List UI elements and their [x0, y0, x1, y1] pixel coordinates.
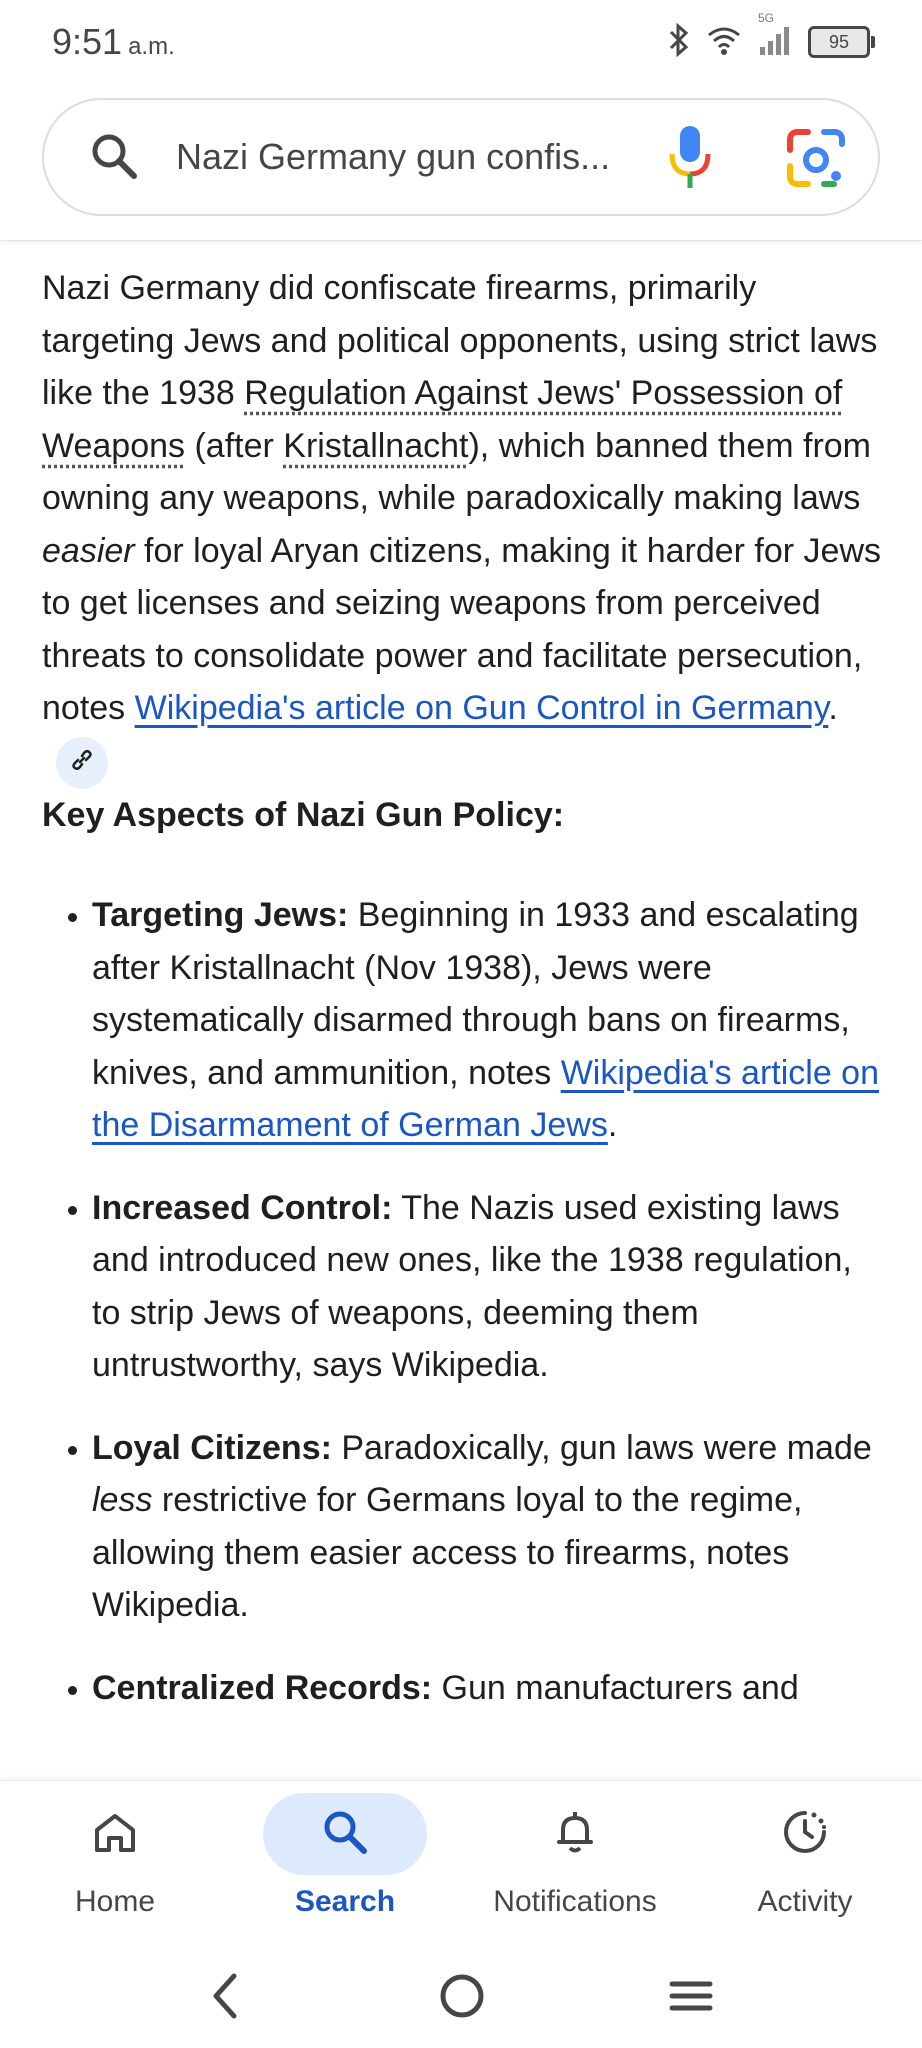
nav-notifications[interactable] — [460, 1793, 690, 1919]
link-icon — [69, 736, 95, 789]
nav-label: Activity — [757, 1885, 853, 1918]
bottom-navigation — [0, 1780, 922, 1951]
list-item — [92, 1182, 888, 1392]
ai-answer-content — [42, 262, 888, 1744]
google-lens-icon[interactable] — [784, 126, 848, 195]
status-time — [52, 21, 175, 63]
bullet-emphasis: less — [92, 1481, 153, 1520]
bullet-text: The Nazis used existing laws and introduced new ones, like the 1938 regulation, to strip Jews of weapons, deeming them untrustworthy, says Wikipedia. — [92, 1188, 852, 1385]
bullet-title: Centralized Records: — [92, 1668, 433, 1707]
back-icon[interactable] — [206, 1970, 246, 2027]
section-heading: Key Aspects of Nazi Gun Policy: — [42, 795, 565, 834]
list-item — [92, 1422, 888, 1632]
nav-activity-pill[interactable] — [723, 1793, 887, 1875]
bullet-text: Gun manufacturers and — [432, 1668, 799, 1707]
search-header — [0, 84, 922, 241]
bullet-title: Increased Control: — [92, 1188, 393, 1227]
activity-icon — [780, 1807, 830, 1862]
search-icon[interactable] — [88, 130, 142, 189]
nav-notifications-pill[interactable] — [493, 1793, 657, 1875]
answer-text: (after — [185, 426, 284, 465]
system-navigation-bar — [0, 1950, 922, 2048]
bullet-title: Loyal Citizens: — [92, 1428, 332, 1467]
citation-link-button[interactable] — [56, 737, 108, 789]
bullet-text: restrictive for Germans loyal to the regime, allowing them easier access to firearms, notes Wikipedia. — [92, 1481, 803, 1625]
bell-icon — [551, 1808, 599, 1861]
nav-label: Notifications — [493, 1885, 657, 1918]
bullet-title: Targeting Jews: — [92, 896, 349, 935]
source-link-disarmament[interactable]: Wikipedia's article on the Disarmament of German Jews — [92, 1053, 879, 1145]
nav-activity[interactable] — [690, 1793, 920, 1919]
clock: 9:51 — [52, 21, 123, 62]
nav-label: Search — [294, 1885, 396, 1918]
search-icon — [320, 1807, 370, 1862]
home-icon — [91, 1808, 139, 1861]
nav-home[interactable] — [0, 1793, 230, 1919]
status-bar — [0, 0, 922, 84]
bluetooth-icon — [668, 23, 690, 62]
nav-label: Home — [74, 1885, 156, 1918]
bullet-text: . — [607, 1106, 618, 1145]
status-icons — [668, 10, 870, 62]
cellular-signal-icon — [758, 10, 792, 60]
nav-search[interactable] — [230, 1793, 460, 1919]
regulation-term[interactable]: Regulation Against Jews' Possession of Weapons — [42, 374, 843, 465]
battery-level: 95 — [828, 31, 850, 52]
list-item — [92, 889, 888, 1152]
bullet-text: Beginning in 1933 and escalating after Kristallnacht (Nov 1938), Jews were systematically disarmed through bans on firearms, knives, and ammunition, notes — [92, 896, 859, 1092]
search-bar[interactable] — [42, 98, 880, 216]
microphone-icon[interactable] — [664, 120, 716, 205]
nav-home-pill[interactable] — [33, 1793, 197, 1875]
search-query[interactable]: Nazi Germany gun confis... — [176, 136, 611, 177]
list-item — [92, 1662, 888, 1715]
answer-emphasis: easier — [42, 531, 135, 570]
battery-icon — [808, 26, 870, 58]
nav-search-pill[interactable] — [263, 1793, 427, 1875]
home-circle-icon[interactable] — [436, 1970, 488, 2027]
answer-text: ), which banned them from owning any weapons, while paradoxically making laws — [42, 426, 872, 517]
source-link-gun-control[interactable]: Wikipedia's article on Gun Control in Germany — [134, 689, 829, 727]
network-type: 5G — [758, 10, 775, 25]
answer-text: Nazi Germany did confiscate firearms, primarily targeting Jews and political opponents, using strict laws like the 1938 — [42, 269, 878, 412]
wifi-icon — [706, 25, 742, 60]
clock-ampm: a.m. — [128, 33, 175, 60]
bullet-text: Paradoxically, gun laws were made — [331, 1428, 872, 1467]
key-aspects-list — [42, 889, 888, 1714]
answer-paragraph — [42, 262, 888, 789]
recents-menu-icon[interactable] — [668, 1970, 714, 2027]
answer-text: . — [828, 689, 838, 727]
answer-text: for loyal Aryan citizens, making it harder for Jews to get licenses and seizing weapons from perceived threats to consolidate power and facilitate persecution, notes — [42, 531, 882, 727]
kristallnacht-term[interactable]: Kristallnacht — [283, 426, 469, 465]
